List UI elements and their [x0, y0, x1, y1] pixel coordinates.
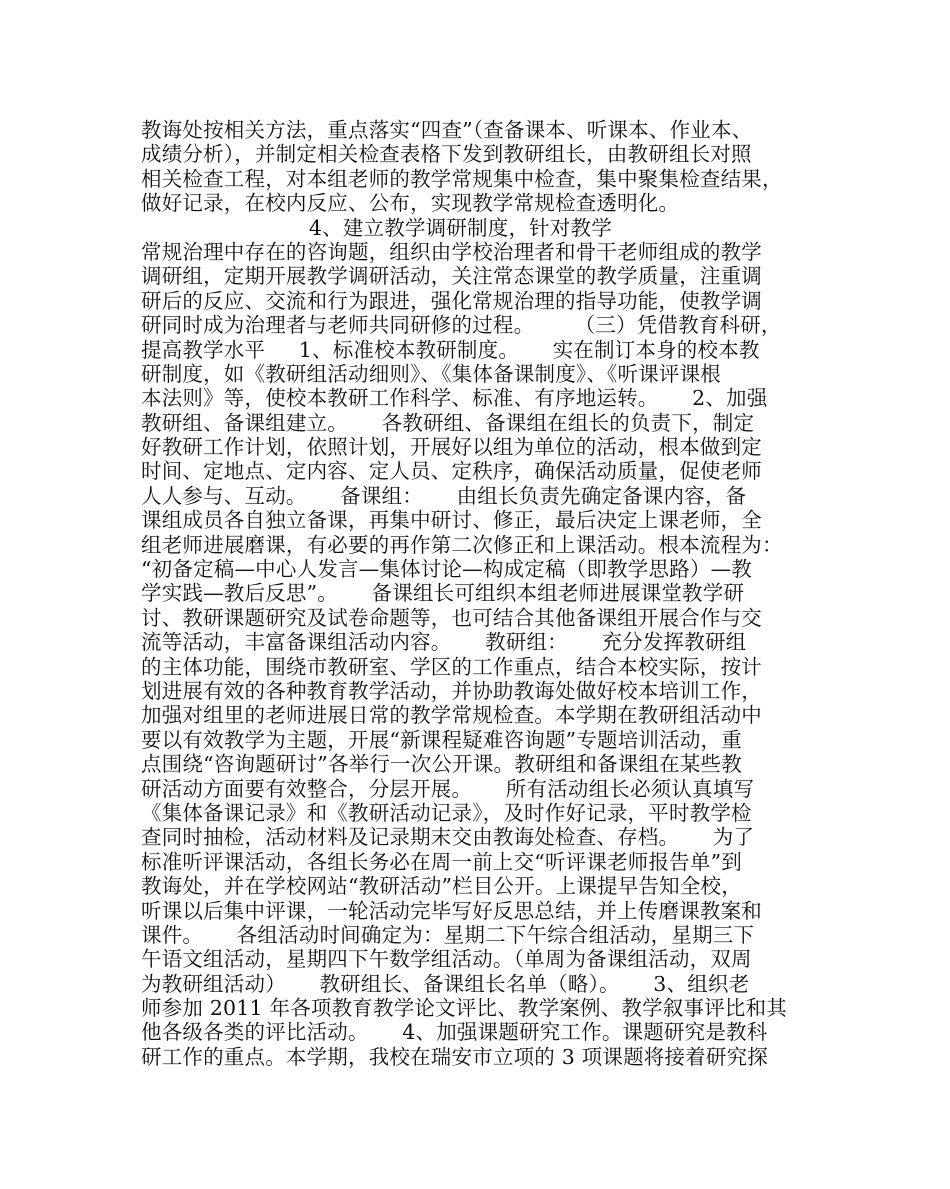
- text-line: 教诲处，并在学校网站“教研活动”栏目公开。上课提早告知全校，: [141, 874, 742, 899]
- text-line: 相关检查工程，对本组老师的教学常规集中检查，集中聚集检查结果，: [141, 166, 783, 191]
- text-line: 时间、定地点、定内容、定人员、定秩序，确保活动质量，促使老师: [141, 459, 762, 484]
- text-line: 4、建立教学调研制度，针对教学: [141, 215, 612, 240]
- text-line: 他各级各类的评比活动。 4、加强课题研究工作。课题研究是教科: [141, 1020, 768, 1045]
- text-line: “初备定稿—中心人发言—集体讨论—构成定稿（即教学思路）—教: [141, 557, 752, 582]
- body-text: [141, 118, 821, 1069]
- text-line: 查同时抽检，活动材料及记录期末交由教诲处检查、存档。 为了: [141, 825, 755, 850]
- text-line: 标准听评课活动，各组长务必在周一前上交“听评课老师报告单”到: [141, 849, 742, 874]
- text-line: 点围绕“咨询题研讨”各举行一次公开课。教研组和备课组在某些教: [141, 752, 742, 777]
- text-line: 教研组、备课组建立。 各教研组、备课组在组长的负责下，制定: [141, 410, 755, 435]
- text-line: 师参加 2011 年各项教育教学论文评比、教学案例、教学叙事评比和其: [141, 996, 788, 1021]
- text-line: 成绩分析），并制定相关检查表格下发到教研组长，由教研组长对照: [141, 142, 752, 167]
- text-line: 研活动方面要有效整合，分层开展。 所有活动组长必须认真填写: [141, 776, 755, 801]
- text-line: 本法则》等，使校本教研工作科学、标准、有序地运转。 2、加强: [141, 386, 768, 411]
- text-line: 午语文组活动，星期四下午数学组活动。（单周为备课组活动，双周: [141, 947, 752, 972]
- text-line: 要以有效教学为主题，开展“新课程疑难咨询题”专题培训活动，重: [141, 727, 742, 752]
- text-line: 研同时成为治理者与老师共同研修的过程。 （三）凭借教育科研，: [141, 313, 782, 338]
- text-line: 研后的反应、交流和行为跟进，强化常规治理的指导功能，使教学调: [141, 288, 762, 313]
- text-line: 划进展有效的各种教育教学活动，并协助教诲处做好校本培训工作，: [141, 678, 762, 703]
- text-line: 调研组，定期开展教学调研活动，关注常态课堂的教学质量，注重调: [141, 264, 762, 289]
- text-line: 研工作的重点。本学期，我校在瑞安市立项的 3 项课题将接着研究探: [141, 1044, 768, 1069]
- text-line: 听课以后集中评课，一轮活动完毕写好反思总结，并上传磨课教案和: [141, 898, 762, 923]
- text-line: 学实践—教后反思”。 备课组长可组织本组老师进展课堂教学研: [141, 581, 745, 606]
- text-line: 人人参与、互动。 备课组： 由组长负责先确定备课内容，备: [141, 483, 747, 508]
- text-line: 研制度，如《教研组活动细则》、《集体备课制度》、《听课评课根: [141, 361, 721, 386]
- text-line: 加强对组里的老师进展日常的教学常规检查。本学期在教研组活动中: [141, 703, 762, 728]
- text-line: 常规治理中存在的咨询题，组织由学校治理者和骨干老师组成的教学: [141, 239, 762, 264]
- text-line: 为教研组活动） 教研组长、备课组长名单（略）。 3、组织老: [141, 971, 750, 996]
- text-line: 的主体功能，围绕市教研室、学区的工作重点，结合本校实际，按计: [141, 654, 762, 679]
- text-line: 《集体备课记录》和《教研活动记录》，及时作好记录，平时教学检: [141, 800, 752, 825]
- text-line: 流等活动，丰富备课组活动内容。 教研组： 充分发挥教研组: [141, 630, 747, 655]
- text-line: 讨、教研课题研究及试卷命题等，也可结合其他备课组开展合作与交: [141, 605, 762, 630]
- text-line: 做好记录，在校内反应、公布，实现教学常规检查透明化。: [141, 191, 680, 216]
- text-line: 课件。 各组活动时间确定为：星期二下午综合组活动，星期三下: [141, 922, 755, 947]
- text-line: 组老师进展磨课，有必要的再作第二次修正和上课活动。根本流程为：: [141, 532, 783, 557]
- text-line: 好教研工作计划，依照计划，开展好以组为单位的活动，根本做到定: [141, 435, 762, 460]
- text-line: 课组成员各自独立备课，再集中研讨、修正，最后决定上课老师，全: [141, 508, 762, 533]
- text-line: 提高教学水平 1、标准校本教研制度。 实在制订本身的校本教: [141, 337, 760, 362]
- text-line: 教诲处按相关方法，重点落实“四查”（查备课本、听课本、作业本、: [141, 118, 753, 142]
